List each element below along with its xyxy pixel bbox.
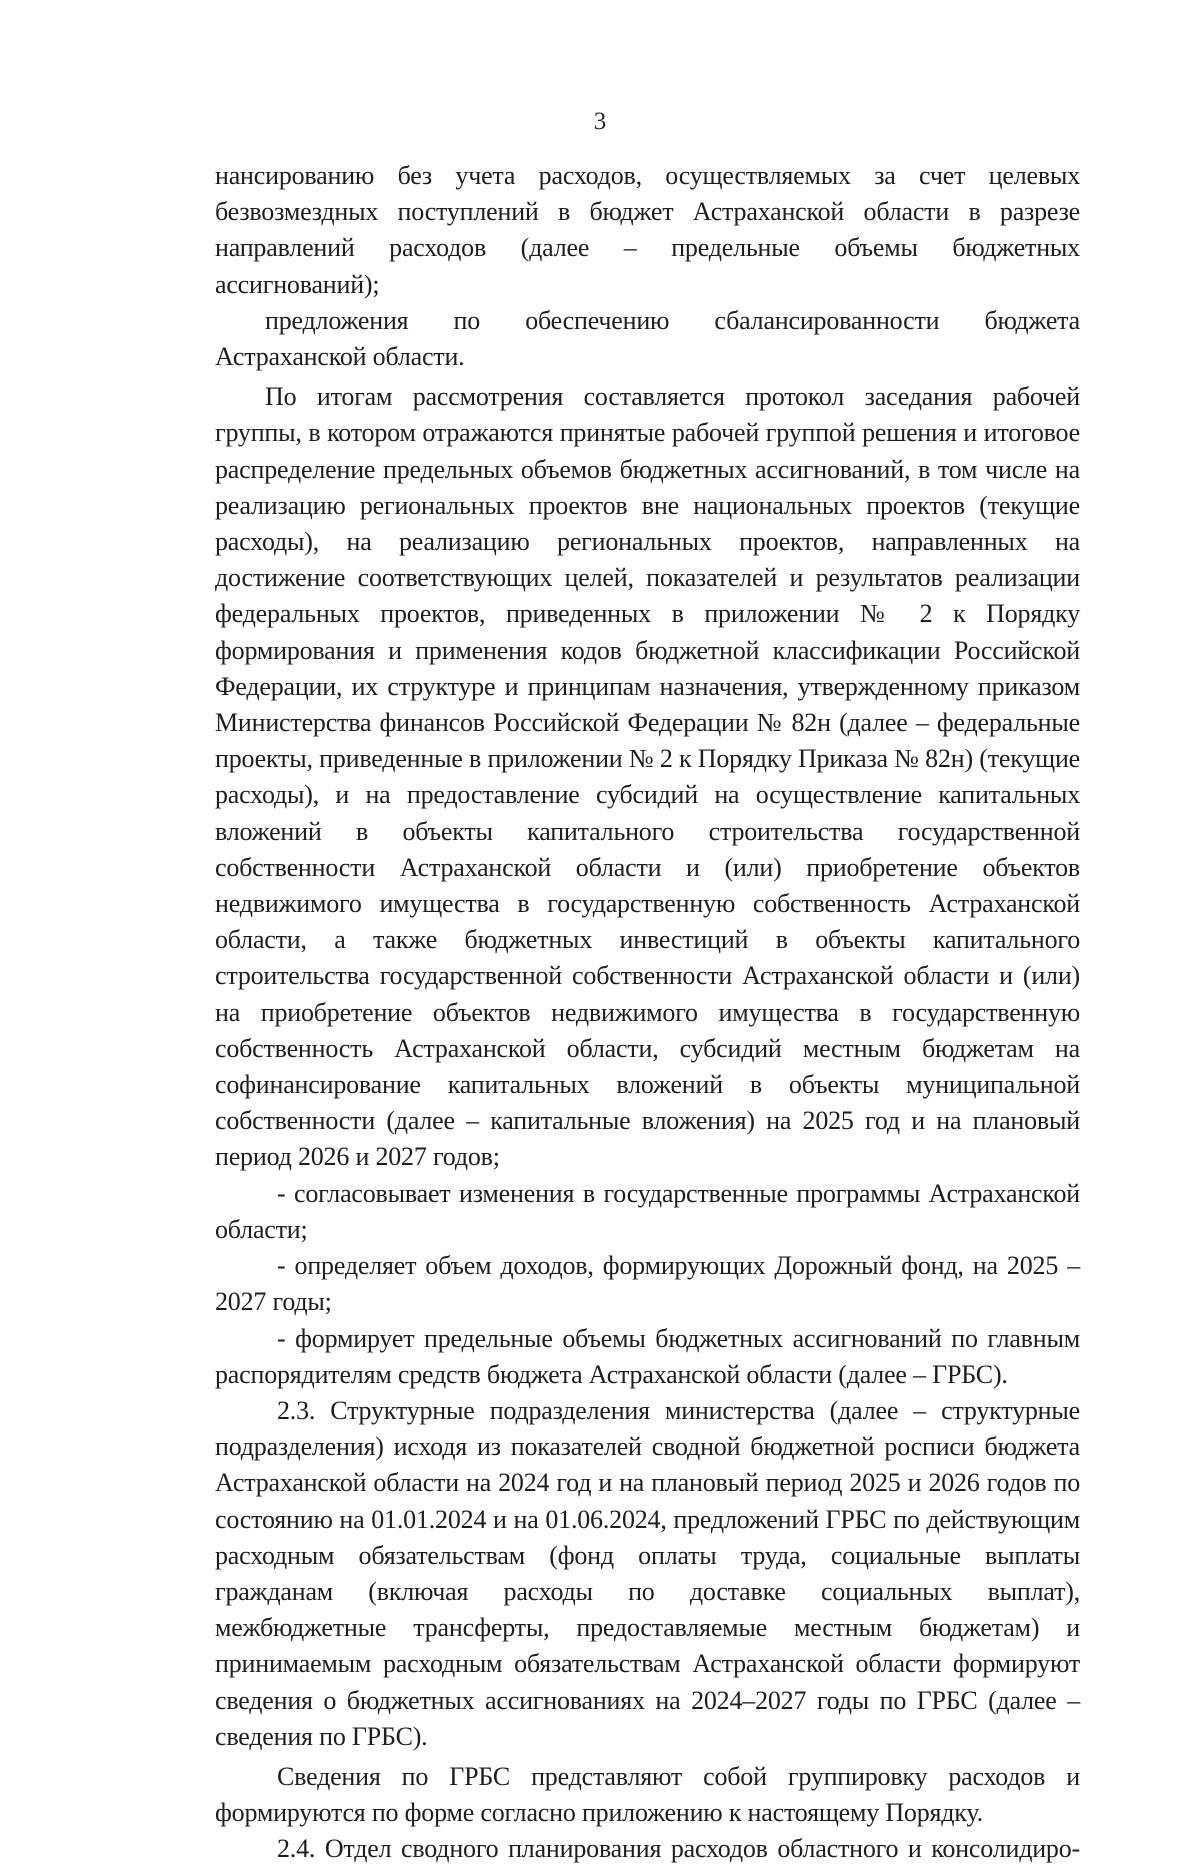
paragraph-state-programs: - согласовывает изменения в государственные программы Астраханской области;: [215, 1178, 1080, 1244]
document-body: [215, 158, 1080, 1868]
paragraph-grbs-info: Сведения по ГРБС представляют собой группировку расходов и формируются по форме согласно приложению к настоящему Порядку.: [215, 1761, 1080, 1828]
paragraph-road-fund: - определяет объем доходов, формирующих Дорожный фонд, на 2025 – 2027 годы;: [215, 1251, 1080, 1317]
page-number: 3: [593, 108, 607, 135]
paragraph-section-2-3: 2.3. Структурные подразделения министерства (далее – структурные подразделения) исходя из показателей сводной бюджетной росписи бюджета Астраханской области на 2024 год и на плановый период 2025 и 2026 годов по состоянию на 01.01.2024 и на 01.06.2024, предложений ГРБС по действующим расходным обязательствам (фонд оплаты труда, социальные выплаты гражданам (включая расходы по доставке социальных выплат), межбюджетные трансферты, предоставляемые местным бюджетам) и принимаемым расходным обязательствам Астраханской области формируют сведения о бюджетных ассигнованиях на 2024–2027 годы по ГРБС (далее – сведения по ГРБС).: [215, 1395, 1080, 1751]
paragraph-working-group-protocol: По итогам рассмотрения составляется протокол заседания рабочей группы, в котором отражаются принятые рабочей группой решения и итоговое распределение предельных объемов бюджетных ассигнований, в том числе на реализацию региональных проектов вне национальных проектов (текущие расходы), на реализацию региональных проектов, направленных на достижение соответствующих целей, показателей и результатов реализации федеральных проектов, приведенных в приложении № 2 к Порядку формирования и применения кодов бюджетной классификации Российской Федерации, их структуре и принципам назначения, утвержденному приказом Министерства финансов Российской Федерации № 82н (далее – федеральные проекты, приведенные в приложении № 2 к Порядку Приказа № 82н) (текущие расходы), и на предоставление субсидий на осуществление капитальных вложений в объекты капитального строительства государственной собственности Астраханской области и (или) приобретение объектов недвижимого имущества в государственную собственность Астраханской области, а также бюджетных инвестиций в объекты капитального строительства государственной собственности Астраханской области и (или) на приобретение объектов недвижимого имущества в государственную собственность Астраханской области, субсидий местным бюджетам на софинансирование капитальных вложений в объекты муниципальной собственности (далее – капитальные вложения) на 2025 год и на плановый период 2026 и 2027 годов;: [215, 382, 1080, 1172]
paragraph-budget-continuation: нансированию без учета расходов, осуществляемых за счет целевых безвозмездных поступлений в бюджет Астраханской области в разрезе направлений расходов (далее – предельные объемы бюджетных ассигнований);: [215, 161, 1080, 299]
paragraph-balance-proposals: предложения по обеспечению сбалансированности бюджета Астраханской области.: [215, 305, 1080, 372]
paragraph-section-2-4: 2.4. Отдел сводного планирования расходов областного и консолидиро-: [277, 1834, 1080, 1864]
paragraph-grbs-limits: - формирует предельные объемы бюджетных ассигнований по главным распорядителям средств бюджета Астраханской области (далее – ГРБС).: [215, 1323, 1080, 1389]
